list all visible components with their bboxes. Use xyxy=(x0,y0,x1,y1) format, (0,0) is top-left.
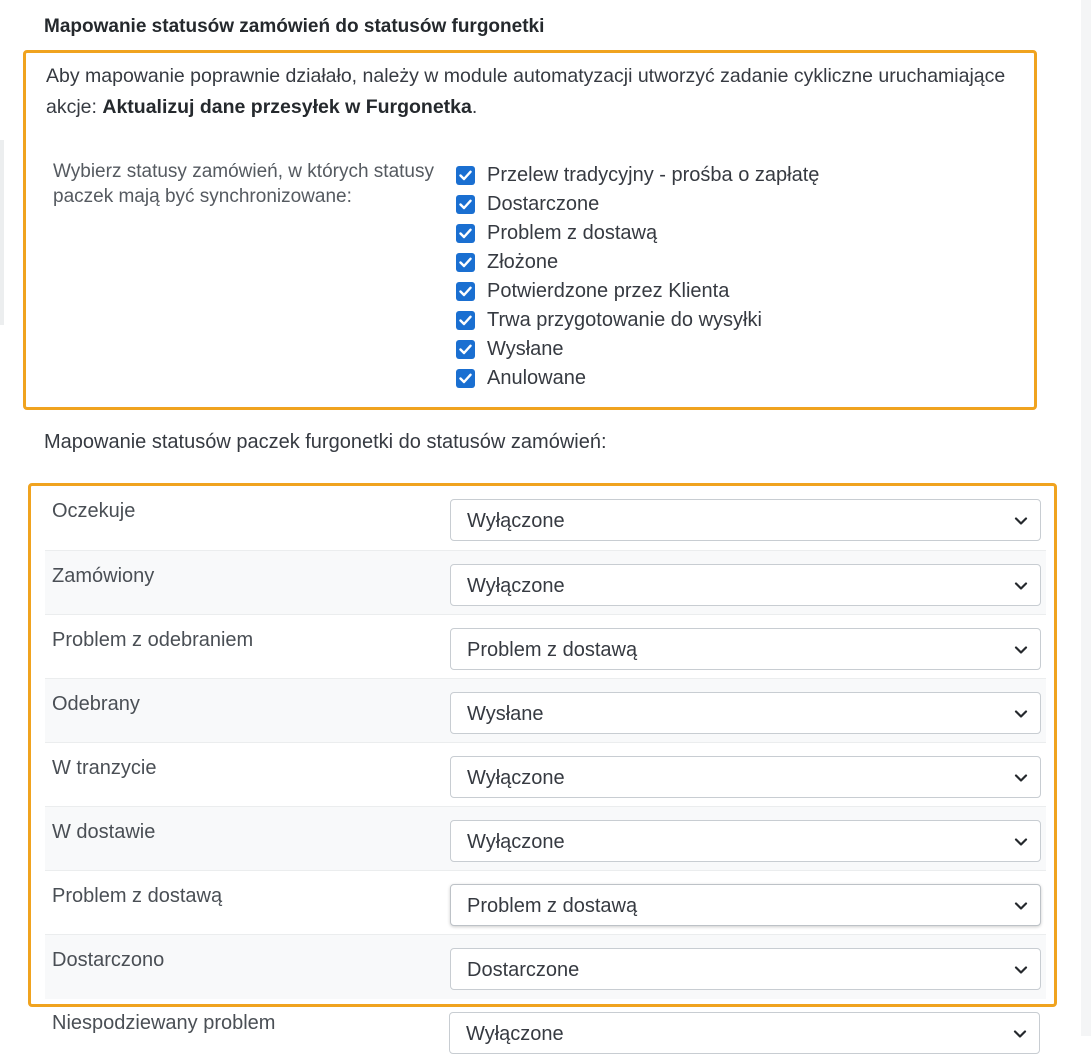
mapping-row-dostarczono xyxy=(45,934,1046,999)
mapping-row-w-dostawie xyxy=(45,806,1046,871)
status-select[interactable] xyxy=(450,948,1041,990)
checkbox-label: Złożone xyxy=(487,251,559,273)
mapping-row-oczekuje xyxy=(45,486,1046,550)
mapping-row-label: Oczekuje xyxy=(52,500,136,522)
chevron-down-icon xyxy=(1014,579,1028,593)
checkbox-item[interactable] xyxy=(456,248,819,277)
checkbox-label: Wysłane xyxy=(487,338,564,360)
checkmark-icon xyxy=(459,228,472,239)
status-select[interactable] xyxy=(450,756,1041,798)
automation-info-text xyxy=(46,61,1016,123)
checkbox[interactable] xyxy=(456,166,475,185)
mapping-row-label: W tranzycie xyxy=(52,757,157,779)
checkbox-label: Dostarczone xyxy=(487,193,600,215)
checkbox-item[interactable] xyxy=(456,364,819,393)
checkmark-icon xyxy=(459,373,472,384)
checkbox[interactable] xyxy=(456,340,475,359)
status-select-value: Wyłączone xyxy=(467,575,565,597)
package-status-mapping-panel xyxy=(28,483,1057,1007)
mapping-row-label: Problem z dostawą xyxy=(52,885,223,907)
info-action-name: Aktualizuj dane przesyłek w Furgonetka xyxy=(102,96,472,118)
checkbox-label: Problem z dostawą xyxy=(487,222,658,244)
mapping-row-label: W dostawie xyxy=(52,821,156,843)
checkbox[interactable] xyxy=(456,253,475,272)
chevron-down-icon xyxy=(1014,643,1028,657)
scrollbar-track[interactable] xyxy=(1081,0,1091,1036)
status-select[interactable] xyxy=(450,628,1041,670)
mapping-row-w-tranzycie xyxy=(45,742,1046,807)
chevron-down-icon xyxy=(1014,514,1028,528)
mapping-row-niespodziewany-problem xyxy=(44,1006,1049,1046)
status-select-value: Wyłączone xyxy=(466,1023,564,1045)
checkbox[interactable] xyxy=(456,282,475,301)
status-select[interactable] xyxy=(450,564,1041,606)
chevron-down-icon xyxy=(1013,1027,1027,1041)
status-select-value: Problem z dostawą xyxy=(467,895,638,917)
status-select[interactable] xyxy=(449,1012,1040,1054)
order-status-checkbox-list xyxy=(456,161,819,393)
checkmark-icon xyxy=(459,170,472,181)
status-select-value: Problem z dostawą xyxy=(467,639,638,661)
status-select[interactable] xyxy=(450,692,1041,734)
checkmark-icon xyxy=(459,344,472,355)
mapping-row-label: Odebrany xyxy=(52,693,140,715)
checkbox[interactable] xyxy=(456,369,475,388)
mapping-row-problem-z-dostawa xyxy=(45,870,1046,935)
checkmark-icon xyxy=(459,286,472,297)
page-title: Mapowanie statusów zamówień do statusów furgonetki xyxy=(44,16,545,37)
status-select-value: Wyłączone xyxy=(467,510,565,532)
mapping-row-label: Problem z odebraniem xyxy=(52,629,254,651)
status-select-value: Dostarczone xyxy=(467,959,580,981)
checkbox[interactable] xyxy=(456,195,475,214)
checkbox-item[interactable] xyxy=(456,219,819,248)
order-status-sync-panel xyxy=(23,50,1037,410)
chevron-down-icon xyxy=(1014,963,1028,977)
chevron-down-icon xyxy=(1014,899,1028,913)
mapping-row-problem-z-odebraniem xyxy=(45,614,1046,679)
chevron-down-icon xyxy=(1014,771,1028,785)
checkbox-label: Anulowane xyxy=(487,367,586,389)
checkbox-item[interactable] xyxy=(456,277,819,306)
checkbox-item[interactable] xyxy=(456,190,819,219)
status-select[interactable] xyxy=(450,884,1041,926)
status-select-value: Wysłane xyxy=(467,703,544,725)
checkmark-icon xyxy=(459,257,472,268)
mapping-row-label: Niespodziewany problem xyxy=(52,1012,276,1034)
checkmark-icon xyxy=(459,315,472,326)
status-select-value: Wyłączone xyxy=(467,767,565,789)
status-select-value: Wyłączone xyxy=(467,831,565,853)
checkbox-item[interactable] xyxy=(456,306,819,335)
checkbox-label: Przelew tradycyjny - prośba o zapłatę xyxy=(487,164,820,186)
mapping-row-label: Zamówiony xyxy=(52,565,155,587)
mapping-subtitle: Mapowanie statusów paczek furgonetki do statusów zamówień: xyxy=(44,431,607,453)
checkbox[interactable] xyxy=(456,311,475,330)
checkbox-label: Trwa przygotowanie do wysyłki xyxy=(487,309,762,331)
info-text: Aby mapowanie poprawnie działało, należy w module automatyzacji utworzyć zadanie cykliczne uruchamiające akcje: xyxy=(46,65,1006,118)
checkmark-icon xyxy=(459,199,472,210)
left-panel-edge xyxy=(0,140,4,325)
checkbox-label: Potwierdzone przez Klienta xyxy=(487,280,730,302)
mapping-row-zamowiony xyxy=(45,550,1046,615)
status-select-label: Wybierz statusy zamówień, w których statusy paczek mają być synchronizowane: xyxy=(53,161,435,207)
mapping-row-label: Dostarczono xyxy=(52,949,165,971)
checkbox-item[interactable] xyxy=(456,161,819,190)
checkbox-item[interactable] xyxy=(456,335,819,364)
mapping-row-odebrany xyxy=(45,678,1046,743)
chevron-down-icon xyxy=(1014,835,1028,849)
status-select[interactable] xyxy=(450,820,1041,862)
status-select[interactable] xyxy=(450,499,1041,541)
chevron-down-icon xyxy=(1014,707,1028,721)
checkbox[interactable] xyxy=(456,224,475,243)
info-end: . xyxy=(471,96,478,118)
